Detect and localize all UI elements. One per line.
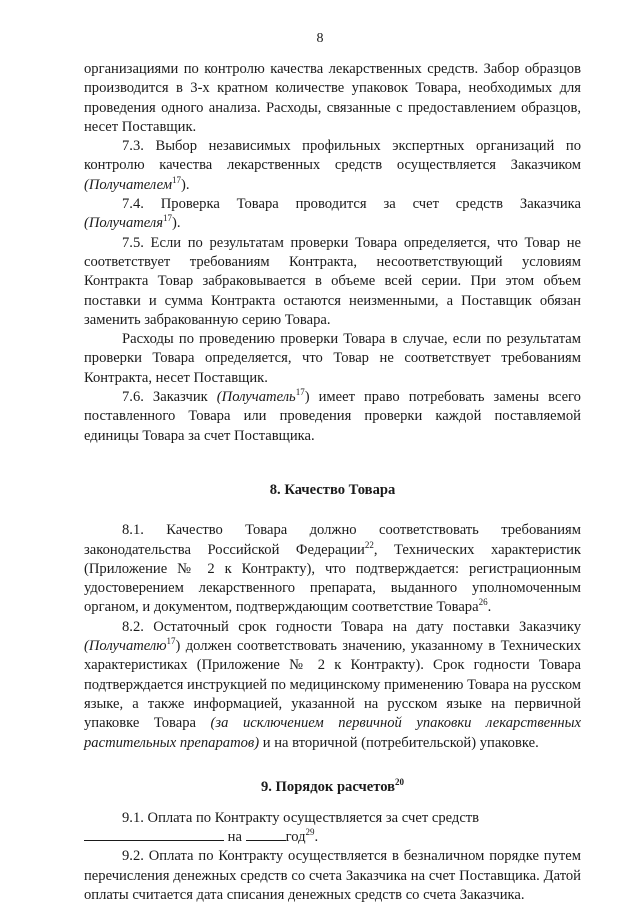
p73-tail: ). xyxy=(181,176,190,193)
footnote-ref: 26 xyxy=(478,597,488,608)
paragraph-continuation: организациями по контролю качества лекарственных средств. Забор образцов производится в 3-х кратном количестве упаковок Товара, необходимых для проведения одного анализа. Расходы, связанные с предоставлением образцов, несет Поставщик. xyxy=(84,61,581,135)
p82-text2: ) должен соответствовать значению, указанному в Технических характеристиках (Приложение № 2 к Контракту). Срок годности Товара подтверждается инструкцией по медицинскому применению Товара на русском языке, а также информацией, указанной на русском языке на первичной упаковке Товара xyxy=(84,638,581,732)
p74-text: 7.4. Проверка Товара проводится за счет средств Заказчика xyxy=(122,196,581,213)
section-heading-8: 8. Качество Товара xyxy=(269,481,396,498)
paragraph-7-5-costs: Расходы по проведению проверки Товара в случае, если по результатам проверки Товара определяется, что Товар не соответствует требованиям Контракта, несет Поставщик. xyxy=(84,331,581,386)
p76-italic: (Получатель xyxy=(216,389,296,406)
p82-text: 8.2. Остаточный срок годности Товара на дату поставки Заказчику xyxy=(122,618,581,635)
p81-end: . xyxy=(487,599,492,616)
document-body xyxy=(84,60,581,905)
paragraph-8-1 xyxy=(84,521,581,617)
p74-italic: (Получателя xyxy=(84,215,164,232)
p76-text2: ) имеет право потребовать замены всего поставленного Товара или проведения проверки каждой поставляемой единицы Товара за счет Поставщика. xyxy=(84,389,581,444)
p82-italic2: (за исключением первичной упаковки лекарственных растительных препаратов) xyxy=(84,715,581,751)
footnote-ref: 17 xyxy=(172,174,182,185)
h9-text: 9. Порядок расчетов xyxy=(260,778,396,795)
paragraph-7-6 xyxy=(84,388,581,446)
paragraph-9-1-blanks xyxy=(84,828,581,847)
paragraph-9-1: 9.1. Оплата по Контракту осуществляется за счет средств xyxy=(122,810,480,827)
footnote-ref: 17 xyxy=(163,213,173,224)
footnote-ref: 20 xyxy=(395,776,405,787)
footnote-ref: 17 xyxy=(295,387,305,398)
p91-end: . xyxy=(314,829,319,846)
blank-field-source[interactable] xyxy=(84,828,224,841)
p82-end: и на вторичной (потребительской) упаковке. xyxy=(259,734,539,751)
p81-text: 8.1. Качество Товара должно соответствовать требованиям законодательства Российской Федерации xyxy=(84,522,581,558)
p91-on: на xyxy=(227,829,242,846)
paragraph-7-5: 7.5. Если по результатам проверки Товара определяется, что Товар не соответствует требованиям Контракта, несоответствующий условиям Контракта Товар забраковывается в объеме всей серии. При этом объем поставки и сумма Контракта остаются неизменными, а Поставщик обязан заменить забракованную серию Товара. xyxy=(84,234,581,328)
paragraph-8-2 xyxy=(84,618,581,753)
p73-text: 7.3. Выбор независимых профильных экспертных организаций по контролю качества лекарственных средств осуществляется Заказчиком xyxy=(84,138,581,174)
footnote-ref: 22 xyxy=(364,539,374,550)
p82-italic: (Получателю xyxy=(84,638,167,655)
paragraph-7-4 xyxy=(84,195,581,234)
p74-tail: ). xyxy=(172,215,181,232)
section-heading-9 xyxy=(84,778,581,797)
p91-year: год xyxy=(285,829,306,846)
p81-text2: , Технических характеристик (Приложение № 2 к Контракту), что подтверждается: регистрационным удостоверением лекарственного препарата, выданного уполномоченным органом, и документом, подтверждающим соответствие Товара xyxy=(84,541,581,616)
blank-field-year[interactable] xyxy=(246,828,286,841)
page-number: 8 xyxy=(316,31,324,46)
paragraph-7-3 xyxy=(84,137,581,195)
footnote-ref: 17 xyxy=(166,636,176,647)
p73-italic: (Получателем xyxy=(84,176,173,193)
paragraph-9-2: 9.2. Оплата по Контракту осуществляется в безналичном порядке путем перечисления денежных средств со счета Заказчика на счет Поставщика. Датой оплаты считается дата списания денежных средств со счета Заказчика. xyxy=(84,848,581,903)
footnote-ref: 29 xyxy=(305,827,315,838)
p76-text: 7.6. Заказчик xyxy=(122,389,217,406)
